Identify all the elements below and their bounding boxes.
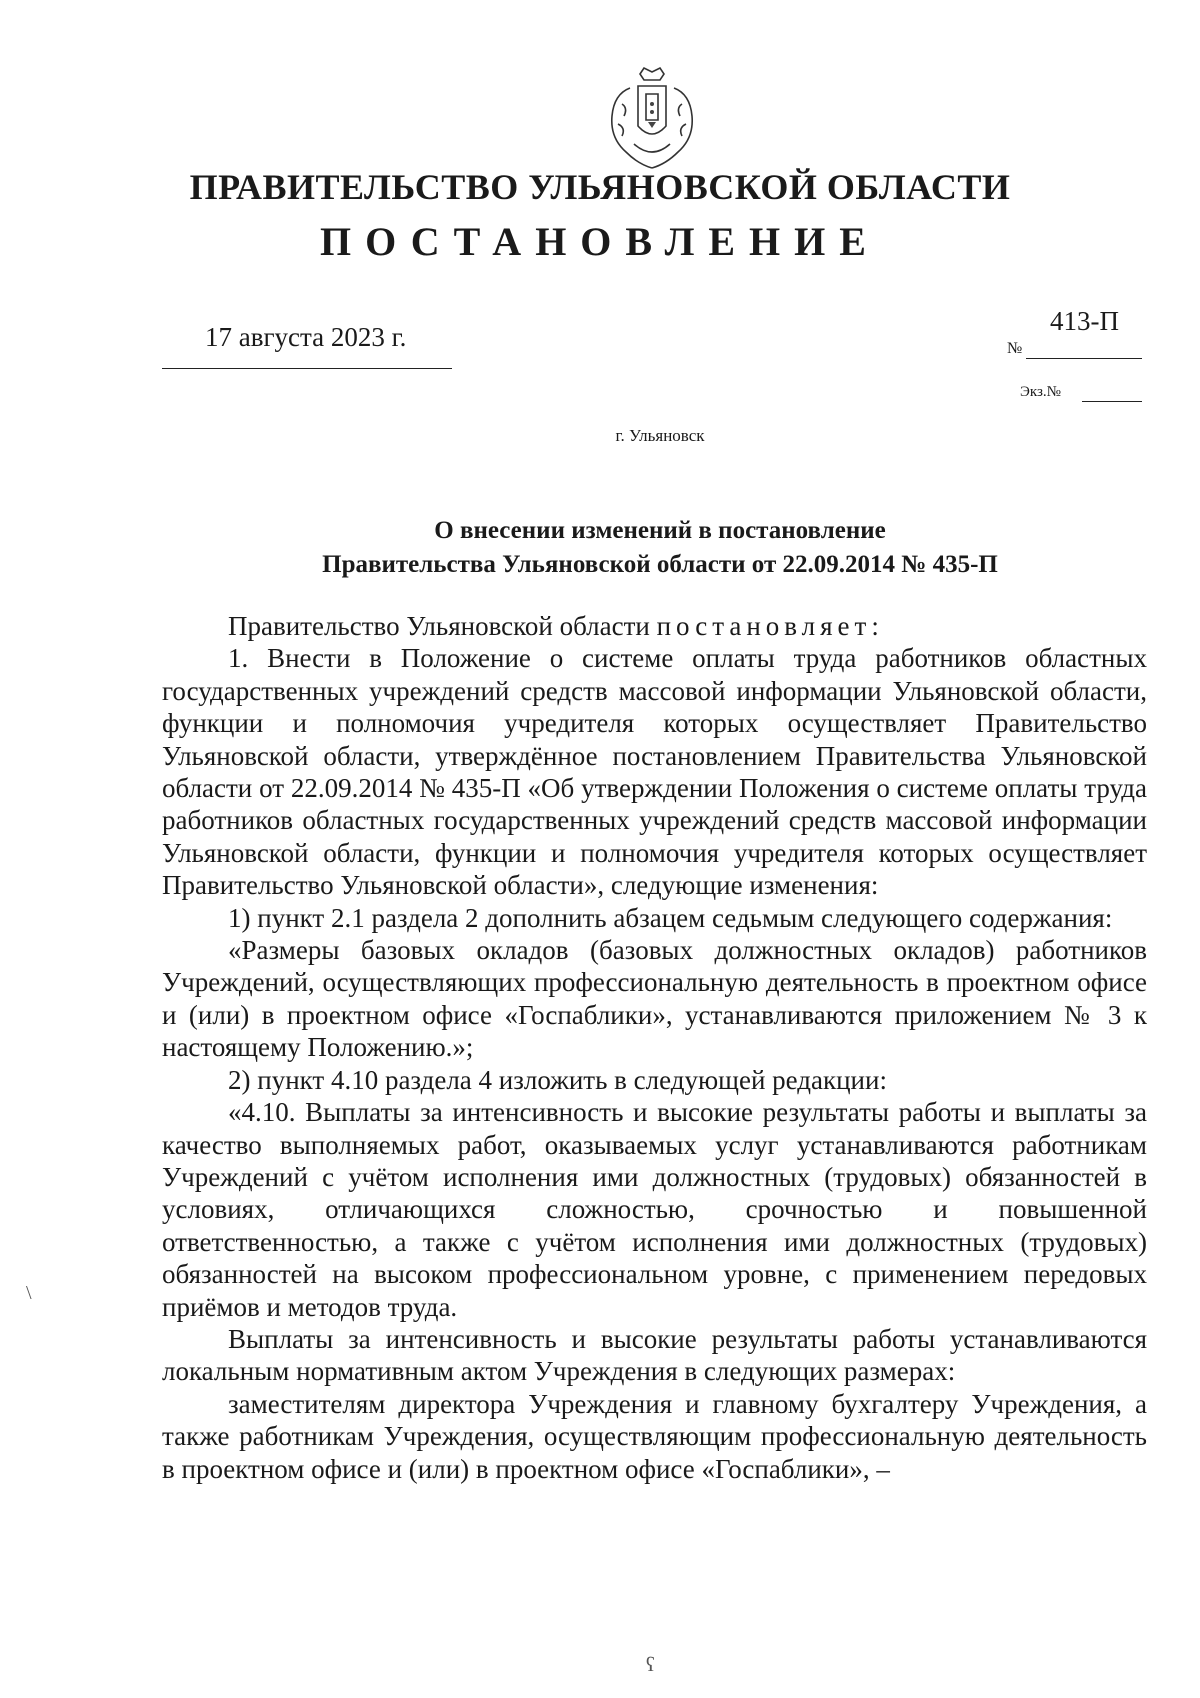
- body-paragraph-7: заместителям директора Учреждения и главному бухгалтеру Учреждения, а также работникам Учреждения, осуществляющим профессиональную деятельность в проектном офисе и (или) в проектном офисе «Госпаблики», –: [162, 1388, 1147, 1484]
- heading-line-2: Правительства Ульяновской области от 22.09.2014 № 435-П: [322, 551, 998, 578]
- document-heading: [160, 514, 1160, 582]
- body-paragraph-5: «4.10. Выплаты за интенсивность и высокие результаты работы и выплаты за качество выполняемых работ, оказываемых услуг устанавливаются работникам Учреждений с учётом исполнения ими должностных (трудовых) обязанностей в условиях, отличающихся сложностью, срочностью и повышенной ответственностью, а также с учётом исполнения ими должностных (трудовых) обязанностей на высоком профессиональном уровне, с применением передовых приёмов и методов труда.: [162, 1097, 1147, 1322]
- date-underline: [162, 368, 452, 369]
- body-paragraph-intro: [162, 610, 1147, 642]
- coat-of-arms-emblem: [600, 64, 704, 176]
- document-number: 413-П: [1050, 306, 1119, 336]
- document-date: 17 августа 2023 г.: [205, 322, 407, 352]
- scan-artifact-mark: ʕ: [646, 1654, 655, 1676]
- heading-line-1: О внесении изменений в постановление: [434, 517, 886, 544]
- document-body: [162, 610, 1147, 1485]
- number-label: №: [1007, 340, 1023, 357]
- body-paragraph-3: «Размеры базовых окладов (базовых должностных окладов) работников Учреждений, осуществляющих профессиональную деятельность в проектном офисе и (или) в проектном офисе «Госпаблики», устанавливаются приложением № 3 к настоящему Положению.»;: [162, 935, 1147, 1063]
- body-paragraph-4: 2) пункт 4.10 раздела 4 изложить в следующей редакции:: [228, 1064, 887, 1095]
- body-paragraph-2: 1) пункт 2.1 раздела 2 дополнить абзацем седьмым следующего содержания:: [228, 902, 1113, 933]
- city-name: г. Ульяновск: [615, 426, 705, 445]
- copy-number-underline: [1082, 401, 1142, 402]
- scan-artifact-mark: \: [26, 1282, 32, 1304]
- number-underline: [1026, 358, 1142, 359]
- government-title: ПРАВИТЕЛЬСТВО УЛЬЯНОВСКОЙ ОБЛАСТИ: [189, 167, 1011, 207]
- document-type-title: ПОСТАНОВЛЕНИЕ: [320, 219, 880, 264]
- intro-resolves: постановляет:: [656, 611, 884, 641]
- intro-lead: Правительство Ульяновской области: [228, 611, 657, 641]
- body-paragraph-6: Выплаты за интенсивность и высокие результаты работы устанавливаются локальным нормативным актом Учреждения в следующих размерах:: [162, 1323, 1147, 1387]
- copy-number-label: Экз.№: [1020, 384, 1061, 400]
- body-paragraph-1: 1. Внести в Положение о системе оплаты труда работников областных государственных учреждений средств массовой информации Ульяновской области, функции и полномочия учредителя которых осуществляет Правительство Ульяновской области, утверждённое постановлением Правительства Ульяновской области от 22.09.2014 № 435-П «Об утверждении Положения о системе оплаты труда работников областных государственных учреждений средств массовой информации Ульяновской области, функции и полномочия учредителя которых осуществляет Правительство Ульяновской области», следующие изменения:: [162, 643, 1147, 901]
